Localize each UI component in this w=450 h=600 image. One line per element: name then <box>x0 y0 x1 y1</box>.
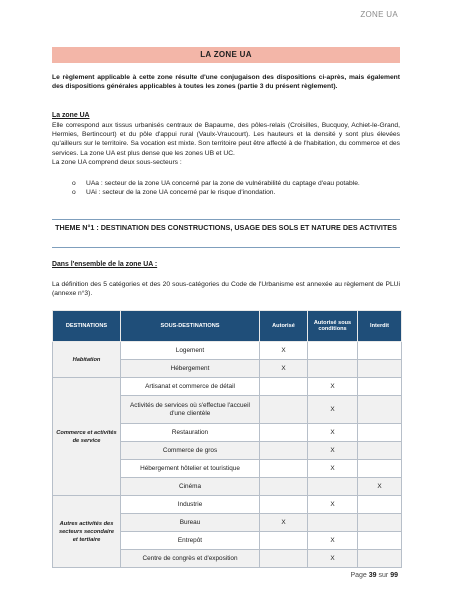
intro-paragraph: Le règlement applicable à cette zone résulte d'une conjugaison des dispositions ci-après, mais également des dispositions générales applicables à toutes les zones (partie 3 du présent règlement). <box>52 74 400 91</box>
autorise-cell <box>260 424 308 442</box>
sub-destination-cell: Hébergement <box>121 360 260 378</box>
autorise-cell <box>260 550 308 568</box>
conditions-cell <box>308 342 358 360</box>
autorise-cell: X <box>260 360 308 378</box>
subsectors-intro: La zone UA comprend deux sous-secteurs : <box>52 158 182 166</box>
interdit-cell <box>358 360 402 378</box>
interdit-cell <box>358 550 402 568</box>
autorise-cell <box>260 460 308 478</box>
sub-destination-cell: Centre de congrès et d'exposition <box>121 550 260 568</box>
bullet-icon: o <box>72 180 76 187</box>
interdit-cell: X <box>358 478 402 496</box>
table-row <box>53 496 402 514</box>
sub-destination-cell: Entrepôt <box>121 532 260 550</box>
interdit-cell <box>358 396 402 424</box>
table-row <box>53 342 402 360</box>
zone-title-banner: LA ZONE UA <box>52 47 400 63</box>
theme-top-rule <box>52 219 400 220</box>
subsector-list <box>72 179 400 197</box>
autorise-cell <box>260 496 308 514</box>
conditions-cell <box>308 360 358 378</box>
theme-title: THEME N°1 : DESTINATION DES CONSTRUCTIONS, USAGE DES SOLS ET NATURE DES ACTIVITES <box>55 223 397 232</box>
conditions-cell: X <box>308 550 358 568</box>
sub-destination-cell: Restauration <box>121 424 260 442</box>
definition-paragraph: La définition des 5 catégories et des 20 sous-catégories du Code de l'Urbanisme est annexée au règlement de PLUi (annexe n°3). <box>52 281 400 298</box>
zone-description-text: Elle correspond aux tissus urbanisés centraux de Bapaume, des pôles-relais (Croisilles, Bucquoy, Achiet-le-Grand, Hermies, Bertincourt) et du pôle d'appui rural (Vaulx-Vraucourt). Les hauteurs et la densité y sont plus élevées qu'ailleurs sur le territoire. Sa vocation est mixte. Son territoire peut être affecté à de l'habitation, du commerce et des services. La zone UA est plus dense que les zones UB et UC. <box>52 122 400 157</box>
sub-destination-cell: Logement <box>121 342 260 360</box>
page-total: 99 <box>390 572 398 579</box>
group-cell-autres: Autres activités des secteurs secondaire et tertiaire <box>53 496 121 568</box>
conditions-cell <box>308 478 358 496</box>
column-header-interdit: Interdit <box>358 311 402 342</box>
conditions-cell: X <box>308 442 358 460</box>
interdit-cell <box>358 378 402 396</box>
interdit-cell <box>358 424 402 442</box>
group-cell-habitation: Habitation <box>53 342 121 378</box>
zone-description <box>52 121 400 167</box>
interdit-cell <box>358 514 402 532</box>
destinations-table <box>52 310 402 568</box>
page-sur: sur <box>378 572 389 579</box>
conditions-cell <box>308 514 358 532</box>
theme-bottom-rule <box>52 247 400 248</box>
interdit-cell <box>358 532 402 550</box>
interdit-cell <box>358 496 402 514</box>
autorise-cell: X <box>260 342 308 360</box>
sub-destination-cell: Commerce de gros <box>121 442 260 460</box>
group-cell-commerce: Commerce et activités de service <box>53 378 121 496</box>
autorise-cell <box>260 378 308 396</box>
autorise-cell <box>260 478 308 496</box>
list-item <box>72 179 400 188</box>
page-footer <box>350 572 398 579</box>
table-header-row <box>53 311 402 342</box>
page-current: 39 <box>368 572 377 579</box>
conditions-cell: X <box>308 496 358 514</box>
sub-destination-cell: Industrie <box>121 496 260 514</box>
interdit-cell <box>358 460 402 478</box>
sub-destination-cell: Artisanat et commerce de détail <box>121 378 260 396</box>
zone-section-title: La zone UA <box>52 112 90 119</box>
column-header-sous-destinations: SOUS-DESTINATIONS <box>121 311 260 342</box>
table-row <box>53 378 402 396</box>
ensemble-title: Dans l'ensemble de la zone UA : <box>52 261 158 268</box>
list-item <box>72 188 400 197</box>
sub-destination-cell: Cinéma <box>121 478 260 496</box>
column-header-autorise: Autorisé <box>260 311 308 342</box>
conditions-cell: X <box>308 378 358 396</box>
sub-destination-cell: Activités de services où s'effectue l'accueil d'une clientèle <box>121 396 260 424</box>
page-word: Page <box>350 572 367 579</box>
bullet-icon: o <box>72 189 76 197</box>
list-item-text: UAa : secteur de la zone UA concerné par la zone de vulnérabilité du captage d'eau potable. <box>86 180 360 187</box>
conditions-cell: X <box>308 460 358 478</box>
conditions-cell: X <box>308 424 358 442</box>
autorise-cell: X <box>260 514 308 532</box>
column-header-autorise-conditions: Autorisé sous conditions <box>308 311 358 342</box>
autorise-cell <box>260 442 308 460</box>
list-item-text: UAi : secteur de la zone UA concerné par le risque d'inondation. <box>86 189 276 197</box>
interdit-cell <box>358 442 402 460</box>
sub-destination-cell: Hébergement hôtelier et touristique <box>121 460 260 478</box>
interdit-cell <box>358 342 402 360</box>
autorise-cell <box>260 396 308 424</box>
column-header-destinations: DESTINATIONS <box>53 311 121 342</box>
conditions-cell: X <box>308 396 358 424</box>
conditions-cell: X <box>308 532 358 550</box>
running-header: ZONE UA <box>360 10 398 19</box>
autorise-cell <box>260 532 308 550</box>
sub-destination-cell: Bureau <box>121 514 260 532</box>
